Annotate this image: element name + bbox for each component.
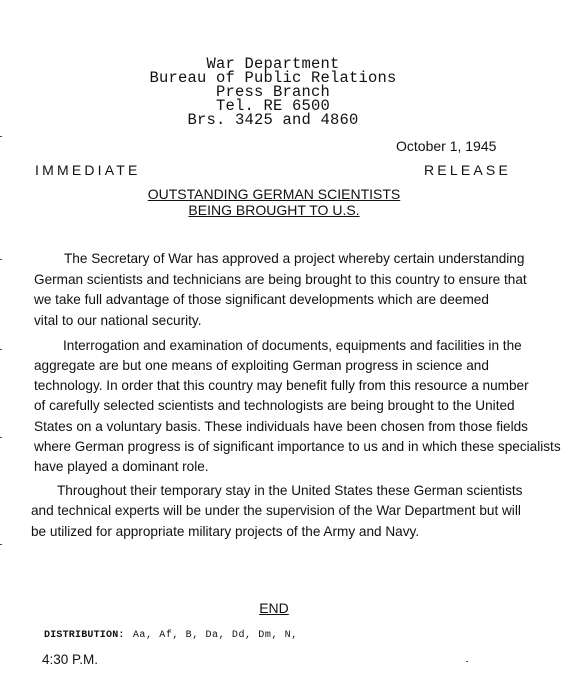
scan-speck xyxy=(0,259,2,260)
distribution xyxy=(44,630,298,641)
headline-line-2: BEING BROUGHT TO U.S. xyxy=(188,202,360,218)
distribution-codes: Aa, Af, B, Da, Dd, Dm, N, xyxy=(132,630,298,641)
distribution-label: DISTRIBUTION: xyxy=(44,630,125,641)
release-date: October 1, 1945 xyxy=(396,138,497,154)
paragraph-1-line: vital to our national security. xyxy=(34,313,202,328)
paragraph-2-line: have played a dominant role. xyxy=(34,459,209,474)
paragraph-2-line: States on a voluntary basis. These individuals have been chosen from those fields xyxy=(34,419,528,434)
paragraph-3-line: Throughout their temporary stay in the United States these German scientists xyxy=(57,483,523,498)
scan-speck xyxy=(0,349,2,350)
paragraph-2-line: of carefully selected scientists and technologists are being brought to the United xyxy=(34,398,515,413)
scan-speck xyxy=(466,661,468,662)
letterhead-branch: Press Branch xyxy=(215,83,331,101)
paragraph-1-line: German scientists and technicians are being brought to this country to ensure that xyxy=(34,272,527,287)
paragraph-3-line: and technical experts will be under the supervision of the War Department but will xyxy=(31,503,521,518)
headline-line-1: OUTSTANDING GERMAN SCIENTISTS xyxy=(147,186,401,202)
scan-speck xyxy=(0,136,2,137)
paragraph-1-line: The Secretary of War has approved a project whereby certain understanding xyxy=(64,251,525,266)
scan-speck xyxy=(0,544,2,545)
release-time: 4:30 P.M. xyxy=(42,652,99,667)
end-marker: END xyxy=(259,600,289,616)
paragraph-2-line: aggregate are but one means of exploiting German progress in science and xyxy=(34,358,489,373)
letterhead-bureau: Bureau of Public Relations xyxy=(149,69,397,87)
paragraph-3-line: be utilized for appropriate military projects of the Army and Navy. xyxy=(31,524,420,539)
paragraph-2-line: where German progress is of significant importance to us and in which these specialists xyxy=(34,439,561,454)
paragraph-2-line: Interrogation and examination of documents, equipments and facilities in the xyxy=(63,338,522,353)
release-immediate: IMMEDIATE xyxy=(35,162,141,178)
release-label: RELEASE xyxy=(424,162,511,178)
paragraph-1-line: we take full advantage of those significant developments which are deemed xyxy=(34,292,489,307)
scan-speck xyxy=(0,437,2,438)
paragraph-2-line: technology. In order that this country may benefit fully from this resource a number xyxy=(34,378,529,393)
letterhead-telephone: Tel. RE 6500 xyxy=(215,97,331,115)
letterhead-branch-numbers: Brs. 3425 and 4860 xyxy=(187,111,359,129)
letterhead-department: War Department xyxy=(206,55,340,73)
